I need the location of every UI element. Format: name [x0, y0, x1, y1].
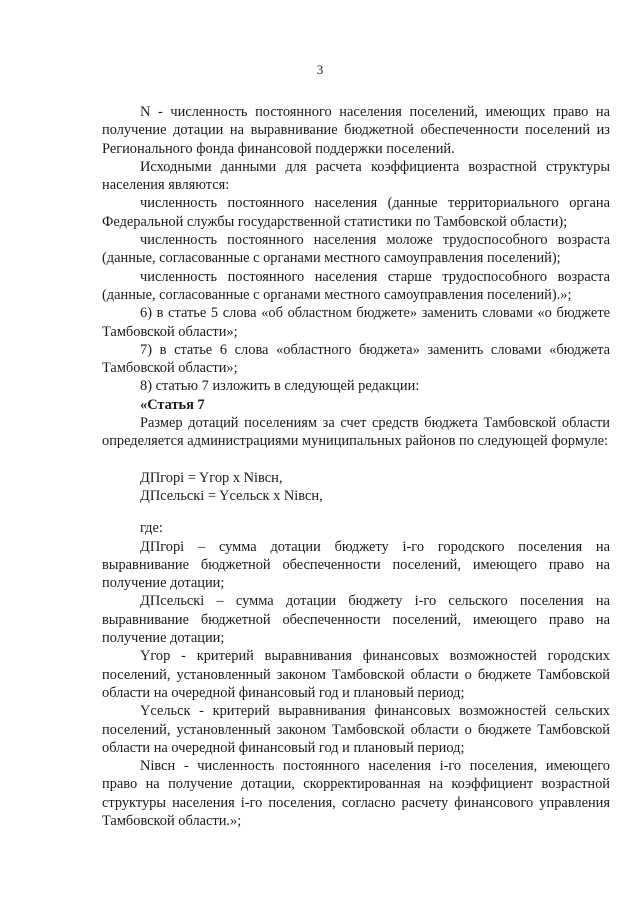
formula-block: [102, 469, 610, 506]
definition-urban-criterion: Yгор - критерий выравнивания финансовых возможностей городских поселений, установленный законом Тамбовской области о бюджете Тамбовской области на очередной финансовый год и плановый период;: [102, 648, 610, 701]
paragraph-n-definition: N - численность постоянного населения поселений, имеющих право на получение дотации на выравнивание бюджетной обеспеченности поселений из Регионального фонда финансовой поддержки поселений.: [102, 104, 610, 157]
paragraph-population-total: численность постоянного населения (данные территориального органа Федеральной службы государственной статистики по Тамбовской области);: [102, 195, 610, 230]
where-label: где:: [140, 520, 163, 537]
article-heading: «Статья 7: [140, 396, 205, 413]
document-body: [102, 103, 610, 830]
definition-rural-subsidy: ДПсельскi – сумма дотации бюджету i-го сельского поселения на выравнивание бюджетной обеспеченности поселений, имеющего право на получение дотации;: [102, 593, 610, 647]
page-number: 3: [316, 62, 324, 77]
formula-urban: ДПгорi = Yгор х Niвсн,: [140, 469, 283, 486]
paragraph-item-8: 8) статью 7 изложить в следующей редакции:: [140, 378, 420, 395]
paragraph-population-old: численность постоянного населения старше трудоспособного возраста (данные, согласованные с органами местного самоуправления поселений).»;: [102, 268, 610, 303]
paragraph-formula-intro: Размер дотаций поселениям за счет средств бюджета Тамбовской области определяется администрациями муниципальных районов по следующей формуле:: [102, 415, 610, 450]
formula-rural: ДПсельскi = Yсельск х Niвсн,: [140, 487, 323, 504]
definition-urban-subsidy: ДПгорi – сумма дотации бюджету i-го городского поселения на выравнивание бюджетной обеспеченности поселений, имеющего право на получение дотации;: [102, 538, 610, 592]
paragraph-source-data: Исходными данными для расчета коэффициента возрастной структуры населения являются:: [102, 158, 610, 194]
paragraph-item-6: 6) в статье 5 слова «об областном бюджете» заменить словами «о бюджете Тамбовской области»;: [102, 305, 610, 340]
definition-rural-criterion: Yсельск - критерий выравнивания финансовых возможностей сельских поселений, установленный законом Тамбовской области о бюджете Тамбовской области на очередной финансовый год и плановый период;: [102, 703, 610, 756]
paragraph-item-7: 7) в статье 6 слова «областного бюджета» заменить словами «бюджета Тамбовской области»;: [102, 341, 610, 377]
paragraph-population-young: численность постоянного населения моложе трудоспособного возраста (данные, согласованные с органами местного самоуправления поселений);: [102, 232, 610, 267]
definition-population: Niвсн - численность постоянного населения i-го поселения, имеющего право на получение дотации, скорректированная на коэффициент возрастной структуры населения i-го поселения, согласно расчету финансового управления Тамбовской области.»;: [102, 758, 610, 829]
